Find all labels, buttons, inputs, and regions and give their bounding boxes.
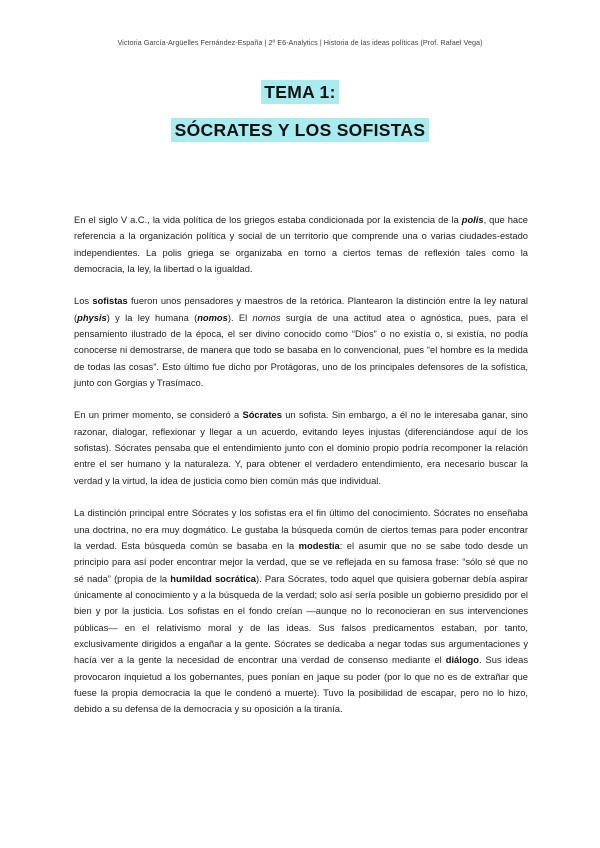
- text-run: : el asumir que no se sabe todo desde un principio para así poder encontrar mejor la verdad, que se ve reflejada en su famosa frase: “sólo sé que no sé nada” (propia de la: [74, 540, 529, 584]
- title-line-2: [0, 118, 600, 142]
- text-run: La distinción principal entre Sócrates y los sofistas era el fin último del conocimiento. Sócrates no enseñaba una doctrina, no era muy dogmático. Le gustaba la búsqueda común de ciertos temas para poder encontrar la verdad. Esta búsqueda común se basaba en la: [74, 508, 528, 551]
- text-run: surgía de una actitud atea o agnóstica, pues, para el pensamiento ilustrado de la época, el ser divino conocido como “Dios” o no existía o, si existía, no podía conocerse ni demostrarse, de manera que todo se basaba en lo convencional, pues “el hombre es la medida de todas las cosas”. Esto último fue dicho por Protágoras, uno de los principales defensores de la sofística, junto con Gorgias y Trasímaco.: [74, 312, 529, 389]
- paragraph-distincion: [74, 505, 528, 717]
- keyword-dialogo: diálogo: [445, 655, 479, 666]
- keyword-nomos: nomos: [197, 312, 228, 323]
- text-run: En un primer momento, se consideró a: [74, 410, 243, 421]
- text-run: ) y la ley humana (: [106, 312, 198, 323]
- paragraph-socrates: [74, 407, 528, 489]
- paragraph-polis: [74, 212, 528, 277]
- text-run: , que hace referencia a la organización política y social de un territorio que comprende una o varias ciudades-estado independientes. La polis griega se organizaba en torno a ciertos temas de reflexión tales como la democracia, la ley, la libertad o la igualdad.: [74, 215, 528, 275]
- title-topic: TEMA 1:: [261, 80, 338, 104]
- keyword-modestia: modestia: [298, 540, 340, 551]
- keyword-physis: physis: [77, 312, 107, 323]
- paragraph-sofistas: [74, 293, 528, 391]
- title-line-1: [0, 80, 600, 104]
- running-header: Victoria García-Argüelles Fernández-España | 2º E6-Analytics | Historia de las ideas políticas (Prof. Rafael Vega): [117, 38, 483, 47]
- text-run: fueron unos pensadores y maestros de la retórica. Plantearon la distinción entre la ley natural (: [74, 296, 529, 323]
- keyword-polis: polis: [461, 215, 484, 225]
- term-nomos: nomos: [252, 312, 281, 323]
- text-run: un sofista. Sin embargo, a él no le interesaba ganar, sino razonar, dialogar, reflexionar y llegar a un acuerdo, evitando leyes injustas (diferenciándose aquí de los sofistas). Sócrates pensaba que el entendimiento junto con el dominio propio podría recomponer la relación entre el ser humano y la naturaleza. Y, para obtener el verdadero entendimiento, era necesario buscar la verdad y la virtud, la idea de justicia como bien común más que individual.: [74, 410, 529, 486]
- text-run: En el siglo V a.C., la vida política de los griegos estaba condicionada por la existencia de la: [74, 215, 462, 225]
- text-run: ). El: [227, 312, 253, 323]
- text-run: Los: [74, 296, 93, 307]
- text-run: . Sus ideas provocaron inquietud a los gobernantes, pues ponían en jaque su poder (por lo que no es de extrañar que fuese la propia democracia la que le condenó a muerte). Tuvo la posibilidad de escapar, pero no lo hizo, debido a su defensa de la democracia y su oposición a la tiranía.: [74, 655, 528, 715]
- keyword-humildad-socratica: humildad socrática: [170, 573, 256, 584]
- keyword-sofistas: sofistas: [92, 296, 128, 307]
- title-subject: SÓCRATES Y LOS SOFISTAS: [171, 118, 430, 142]
- keyword-socrates: Sócrates: [242, 410, 282, 421]
- body-text: [74, 212, 528, 734]
- text-run: ). Para Sócrates, todo aquel que quisiera gobernar debía aspirar únicamente al conocimiento y a la búsqueda de la verdad; solo así sería posible un gobierno presidido por el bien y por la justicia. Los sofistas en el fondo creían —aunque no lo reconocieran en sus intervenciones públicas— en el relativismo moral y de las ideas. Sus falsos predicamentos estaban, por tanto, exclusivamente dirigidos a engañar a la gente. Sócrates se dedicaba a negar todas sus argumentaciones y hacía ver a la gente la necesidad de encontrar una verdad de consenso mediante el: [74, 573, 528, 666]
